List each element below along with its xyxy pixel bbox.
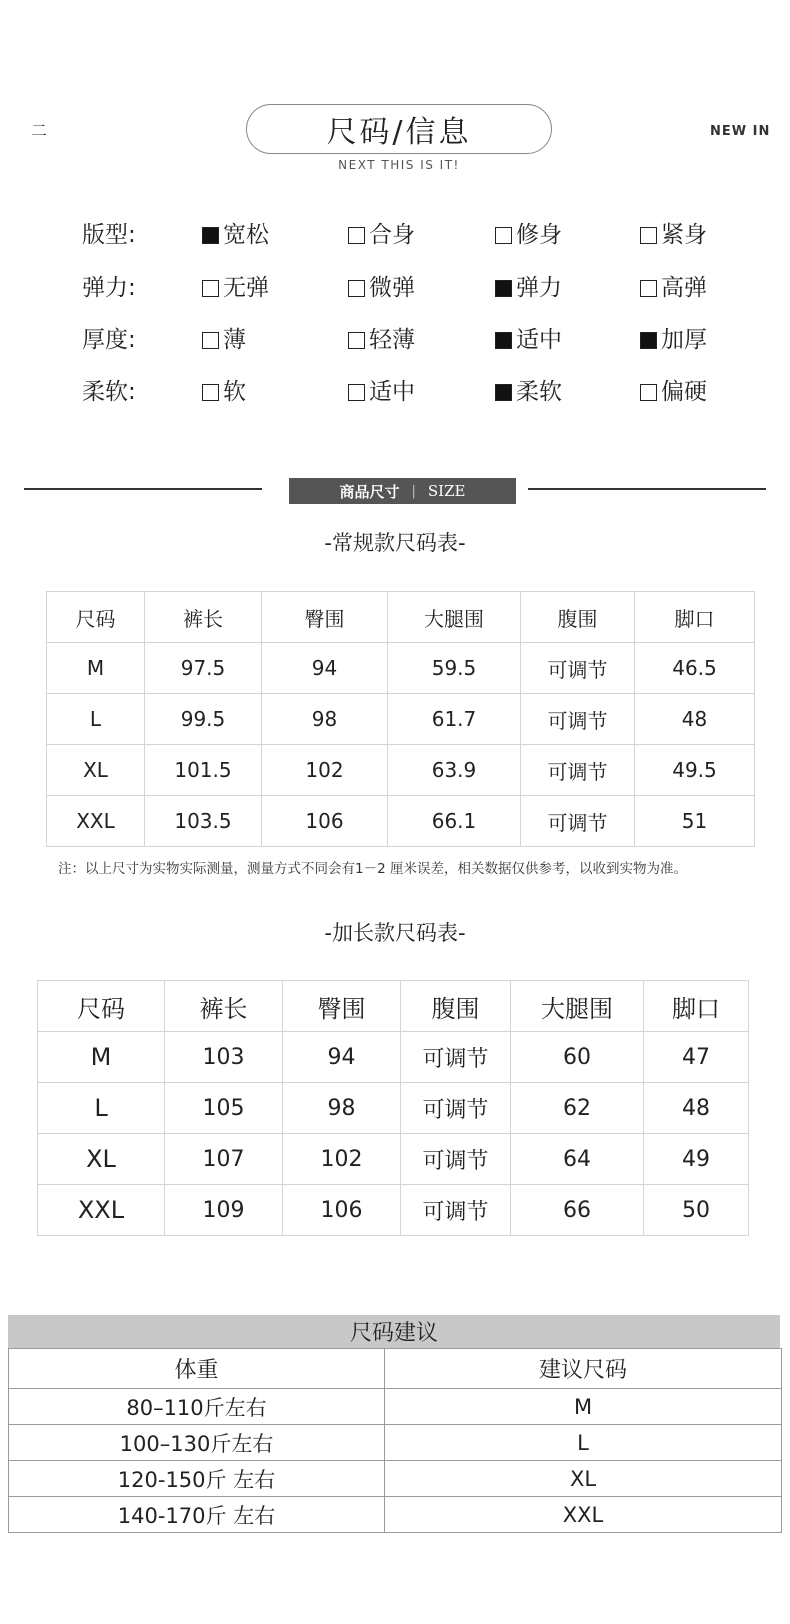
recommendation-title: 尺码建议: [8, 1315, 780, 1348]
table-cell: 66: [511, 1185, 644, 1236]
table-cell: 50: [644, 1185, 749, 1236]
checkbox-icon: [348, 384, 365, 401]
table-cell: XL: [385, 1461, 782, 1497]
table-header-cell: 大腿围: [511, 981, 644, 1032]
table-cell: 105: [165, 1083, 283, 1134]
table-cell: 109: [165, 1185, 283, 1236]
checkbox-icon: [495, 384, 512, 401]
table-cell: 可调节: [401, 1185, 511, 1236]
attribute-row-fit: [0, 215, 790, 255]
table-cell: 94: [283, 1032, 401, 1083]
attribute-option: 柔软: [495, 372, 562, 412]
checkbox-icon: [348, 227, 365, 244]
attribute-row-softness: [0, 372, 790, 412]
table-cell: 可调节: [401, 1134, 511, 1185]
checkbox-icon: [348, 332, 365, 349]
table-header-cell: 臀围: [262, 592, 388, 643]
section-banner-cn: 商品尺寸: [339, 482, 400, 501]
table-cell: XXL: [47, 796, 145, 847]
table-row: [47, 796, 755, 847]
attribute-option: 弹力: [495, 268, 562, 308]
table-cell: 63.9: [388, 745, 521, 796]
attribute-option: 修身: [495, 215, 562, 255]
attribute-option: 偏硬: [640, 372, 707, 412]
table-cell: 可调节: [521, 694, 635, 745]
table-header-cell: 腹围: [521, 592, 635, 643]
table-cell: L: [38, 1083, 165, 1134]
table-cell: 101.5: [145, 745, 262, 796]
table-header-cell: 尺码: [38, 981, 165, 1032]
table-cell: 140-170斤 左右: [9, 1497, 385, 1533]
divider-line-left: [24, 488, 262, 490]
page-subtitle: NEXT THIS IS IT!: [338, 158, 460, 172]
regular-size-table: [46, 591, 755, 847]
table-header-cell: 裤长: [165, 981, 283, 1032]
table-cell: XXL: [385, 1497, 782, 1533]
table-cell: 107: [165, 1134, 283, 1185]
measurement-note: 注：以上尺寸为实物实际测量，测量方式不同会有1－2 厘米误差，相关数据仅供参考，以收到实物为准。: [58, 861, 687, 877]
table-cell: 可调节: [521, 745, 635, 796]
attribute-option: 微弹: [348, 268, 415, 308]
checkbox-icon: [495, 332, 512, 349]
table-cell: M: [385, 1389, 782, 1425]
table-row: [9, 1497, 782, 1533]
table-cell: 可调节: [401, 1083, 511, 1134]
table-row: [9, 1461, 782, 1497]
section-banner-separator: |: [411, 483, 416, 499]
long-size-table: [37, 980, 749, 1236]
table-cell: 103.5: [145, 796, 262, 847]
table-cell: 61.7: [388, 694, 521, 745]
table-cell: 120-150斤 左右: [9, 1461, 385, 1497]
checkbox-icon: [640, 227, 657, 244]
table-cell: 97.5: [145, 643, 262, 694]
table-header-cell: 腹围: [401, 981, 511, 1032]
table-cell: 60: [511, 1032, 644, 1083]
table-cell: 59.5: [388, 643, 521, 694]
attribute-row-elasticity: [0, 268, 790, 308]
attribute-option: 加厚: [640, 320, 707, 360]
table-cell: 80–110斤左右: [9, 1389, 385, 1425]
table-header-cell: 裤长: [145, 592, 262, 643]
recommendation-table: [8, 1348, 782, 1533]
checkbox-icon: [348, 280, 365, 297]
table-header-cell: 体重: [9, 1349, 385, 1389]
table-cell: M: [38, 1032, 165, 1083]
table-cell: 48: [635, 694, 755, 745]
table-cell: 106: [262, 796, 388, 847]
table-cell: XL: [47, 745, 145, 796]
menu-icon: 二: [31, 121, 47, 140]
table-row: [47, 694, 755, 745]
table-cell: 99.5: [145, 694, 262, 745]
checkbox-icon: [202, 384, 219, 401]
page-title: 尺码/信息: [246, 104, 552, 154]
table-cell: 48: [644, 1083, 749, 1134]
attribute-label: 柔软:: [82, 379, 136, 405]
table-cell: 64: [511, 1134, 644, 1185]
attribute-label: 厚度:: [82, 327, 136, 353]
regular-table-title: -常规款尺码表-: [324, 531, 466, 555]
table-cell: XXL: [38, 1185, 165, 1236]
attribute-option: 适中: [495, 320, 562, 360]
table-header-cell: 建议尺码: [385, 1349, 782, 1389]
section-banner-en: SIZE: [427, 482, 466, 500]
table-cell: 102: [262, 745, 388, 796]
table-cell: 可调节: [401, 1032, 511, 1083]
table-row: [38, 1083, 749, 1134]
attribute-label: 版型:: [82, 222, 136, 248]
table-row: [47, 643, 755, 694]
checkbox-icon: [640, 384, 657, 401]
table-cell: 47: [644, 1032, 749, 1083]
table-header-row: [38, 981, 749, 1032]
attribute-option: 宽松: [202, 215, 269, 255]
table-cell: 51: [635, 796, 755, 847]
table-header-cell: 臀围: [283, 981, 401, 1032]
table-header-cell: 脚口: [635, 592, 755, 643]
table-cell: 可调节: [521, 643, 635, 694]
table-header-row: [47, 592, 755, 643]
checkbox-icon: [202, 227, 219, 244]
checkbox-icon: [640, 280, 657, 297]
checkbox-icon: [495, 227, 512, 244]
table-cell: 106: [283, 1185, 401, 1236]
table-header-row: [9, 1349, 782, 1389]
long-table-title: -加长款尺码表-: [324, 921, 466, 945]
table-row: [38, 1134, 749, 1185]
attribute-option: 合身: [348, 215, 415, 255]
table-cell: 49.5: [635, 745, 755, 796]
attribute-option: 紧身: [640, 215, 707, 255]
attribute-option: 适中: [348, 372, 415, 412]
table-cell: 98: [262, 694, 388, 745]
table-header-cell: 脚口: [644, 981, 749, 1032]
table-header-cell: 尺码: [47, 592, 145, 643]
table-cell: 66.1: [388, 796, 521, 847]
checkbox-icon: [495, 280, 512, 297]
table-cell: 100–130斤左右: [9, 1425, 385, 1461]
checkbox-icon: [202, 332, 219, 349]
table-cell: L: [47, 694, 145, 745]
table-row: [47, 745, 755, 796]
attribute-option: 轻薄: [348, 320, 415, 360]
table-cell: 49: [644, 1134, 749, 1185]
checkbox-icon: [202, 280, 219, 297]
table-cell: 103: [165, 1032, 283, 1083]
table-cell: 62: [511, 1083, 644, 1134]
table-cell: 94: [262, 643, 388, 694]
checkbox-icon: [640, 332, 657, 349]
table-header-cell: 大腿围: [388, 592, 521, 643]
divider-line-right: [528, 488, 766, 490]
table-cell: 98: [283, 1083, 401, 1134]
table-cell: XL: [38, 1134, 165, 1185]
new-in-label: NEW IN: [710, 124, 771, 139]
attribute-label: 弹力:: [82, 275, 136, 301]
attribute-option: 无弹: [202, 268, 269, 308]
table-row: [9, 1389, 782, 1425]
attribute-row-thickness: [0, 320, 790, 360]
table-cell: 102: [283, 1134, 401, 1185]
table-cell: M: [47, 643, 145, 694]
table-row: [38, 1185, 749, 1236]
table-cell: L: [385, 1425, 782, 1461]
table-cell: 46.5: [635, 643, 755, 694]
table-row: [38, 1032, 749, 1083]
table-cell: 可调节: [521, 796, 635, 847]
attribute-option: 软: [202, 372, 246, 412]
section-banner: [289, 478, 516, 504]
attribute-option: 薄: [202, 320, 246, 360]
attribute-option: 高弹: [640, 268, 707, 308]
table-row: [9, 1425, 782, 1461]
